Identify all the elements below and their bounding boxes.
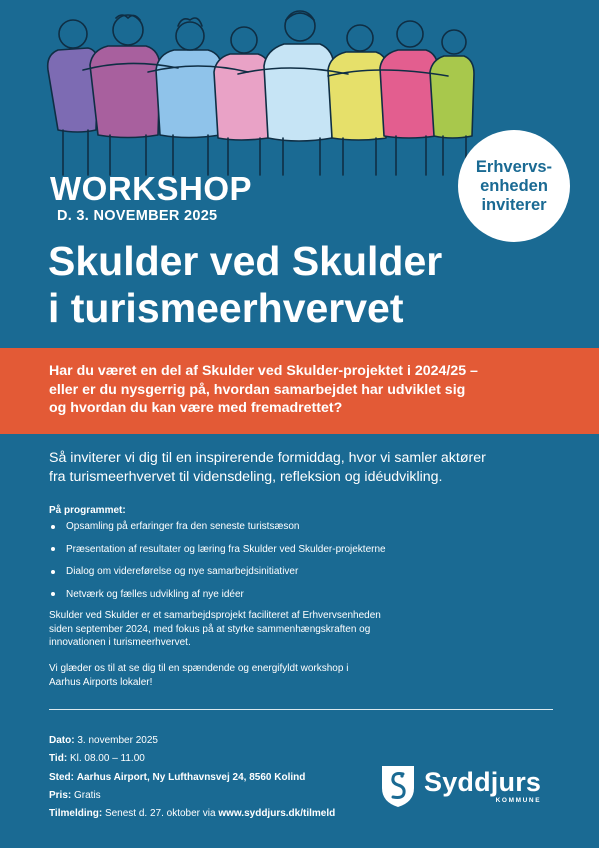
program-heading: På programmet: [49,505,126,516]
page-title [48,238,568,332]
logo-name: Syddjurs [424,767,542,797]
detail-date [49,734,389,747]
invite-line: Så inviterer vi dig til en inspirerende formiddag, hvor vi samler aktører [49,450,486,466]
event-details [49,734,389,825]
detail-label: Tid: [49,753,68,765]
detail-time [49,752,389,765]
shield-icon [380,764,416,808]
event-type-heading: WORKSHOP [50,170,252,207]
intro-line: eller er du nysgerrig på, hvordan samarbejdet har udviklet sig [49,381,466,398]
detail-value: 3. november 2025 [77,735,158,746]
event-date-heading: D. 3. NOVEMBER 2025 [57,208,218,224]
detail-place [49,771,389,784]
invite-line: fra turismeerhvervet til vidensdeling, refleksion og idéudvikling. [49,468,443,485]
detail-value: Kl. 08.00 – 11.00 [69,753,145,765]
logo-subtitle: KOMMUNE [495,797,542,804]
detail-value: Senest d. 27. oktober via [104,808,216,820]
program-item: Opsamling på erfaringer fra den seneste turistsæson [49,520,569,533]
divider [49,709,553,710]
intro-line: og hvordan du kan være med fremadrettet? [49,400,343,416]
detail-signup [49,807,389,820]
closing-line: Vi glæder os til at se dig til en spændende og energifyldt workshop i [49,663,349,674]
about-paragraph [49,609,569,650]
closing-line: Aarhus Airports lokaler! [49,676,153,688]
syddjurs-logo [380,764,541,808]
detail-label: Tilmelding: [49,808,103,820]
detail-value: Gratis [74,789,101,801]
invite-text [49,449,569,486]
detail-value: Aarhus Airport, Ny Lufthavnsvej 24, 8560 Kolind [76,771,306,783]
detail-label: Dato: [49,735,75,746]
title-line: i turismeerhvervet [48,285,404,331]
people-illustration [28,10,478,180]
detail-label: Sted: [49,771,74,783]
badge-line: inviterer [481,195,547,214]
detail-label: Pris: [49,789,72,801]
program-item: Netværk og fælles udvikling af nye idéer [49,588,569,601]
signup-link[interactable]: www.syddjurs.dk/tilmeld [218,808,336,820]
about-line: siden september 2024, med fokus på at styrke sammenhængskraften og [49,623,371,635]
program-item: Præsentation af resultater og læring fra Skulder ved Skulder-projekterne [49,543,569,556]
about-line: innovationen i turismeerhvervet. [49,637,191,648]
badge-line: Erhvervs- [475,157,553,176]
intro-line: Har du været en del af Skulder ved Skulder-projektet i 2024/25 – [49,363,478,379]
about-line: Skulder ved Skulder er et samarbejdsprojekt faciliteret af Erhvervsenheden [49,610,381,621]
badge-line: enheden [480,176,548,195]
title-line: Skulder ved Skulder [48,238,443,284]
detail-price [49,789,389,802]
inviter-badge [458,130,570,242]
program-list [49,520,569,610]
program-item: Dialog om videreførelse og nye samarbejdsinitiativer [49,565,569,578]
intro-text [49,362,559,418]
closing-paragraph [49,662,569,689]
